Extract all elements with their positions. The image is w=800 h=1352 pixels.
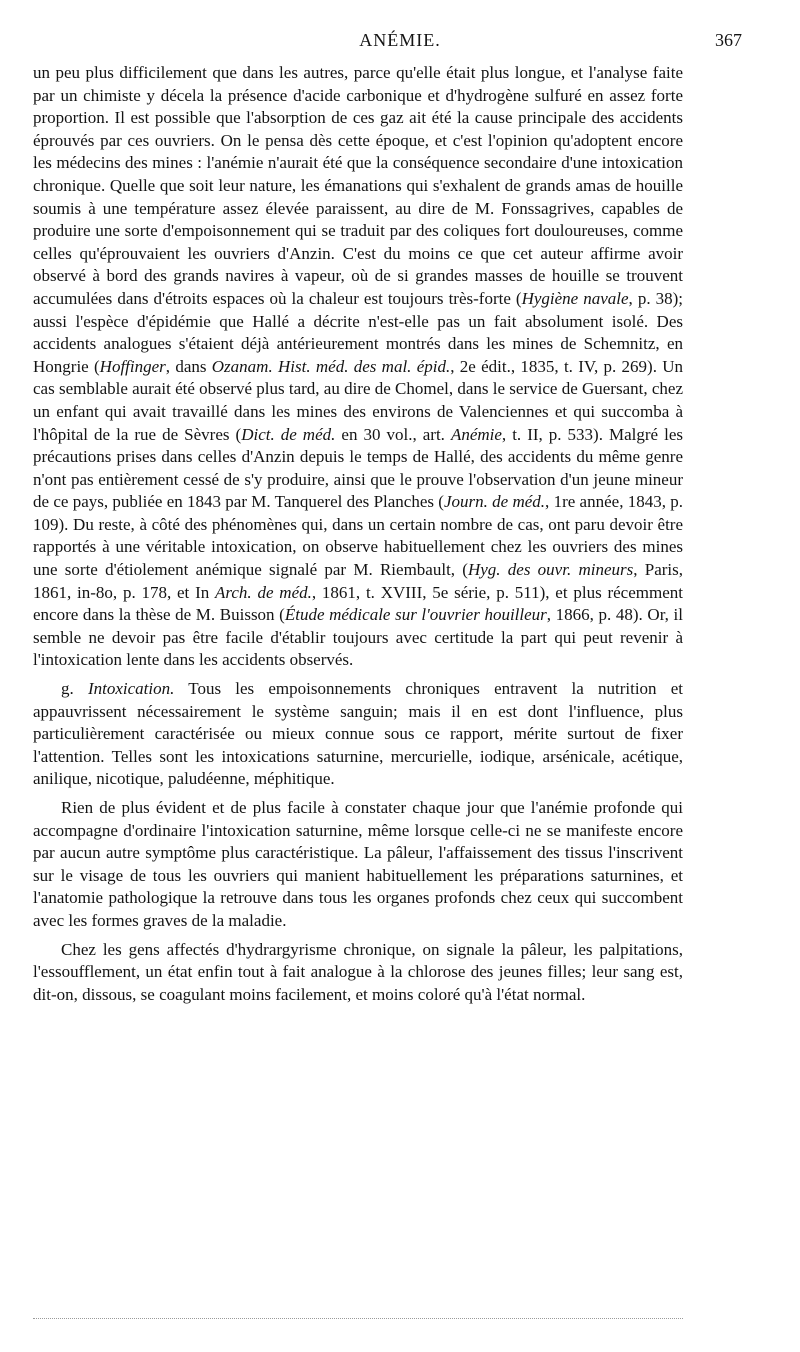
paragraph-hydrargyrisme: Chez les gens affectés d'hydrargyrisme chronique, on signale la pâleur, les palpitations, l'essoufflement, un état enfin tout à fait analogue à la chlorose des jeunes filles; leur sang est, dit-on, dissous, se coagulant moins facilement, et moins coloré qu'à l'état normal. — [33, 939, 683, 1004]
citation-title: Dict. de méd. — [241, 424, 336, 444]
citation-title: Étude médicale sur l'ouvrier houilleur — [284, 605, 547, 625]
footer-rule — [33, 1318, 683, 1319]
section-heading: Intoxication. — [87, 679, 175, 699]
citation-title: Journ. de méd. — [443, 492, 546, 512]
citation-title: Arch. de méd. — [215, 582, 312, 602]
paragraph-mining-accidents: un peu plus difficilement que dans les autres, parce qu'elle était plus longue, et l'analyse faite par un chimiste y décela la présence d'acide carbonique et d'hydrogène sulfuré en assez forte proportion. Il est possible que l'absorption de ces gaz ait été la cause principale des accidents éprouvés par ces ouvriers. On le pensa dès cette époque, et c'est l'opinion qu'adoptent encore les médecins des mines : l'anémie n'aurait été que la conséquence secondaire d'une intoxication chronique. Quelle que soit leur nature, les émanations qui s'exhalent de grands amas de houille soumis à une température assez élevée paraissent, au dire de M. Fonssagrives, capables de produire une sorte d'empoisonnement qui se traduit par des coliques fort douloureuses, comme celles qu'éprouvaient les ouvriers d'Anzin. C'est du moins ce que cet auteur affirme avoir observé à bord des grands navires à vapeur, où de si grandes masses de houille se trouvent accumulées dans d'étroits espaces où la chaleur est toujours très-forte (Hygiène navale, p. 38); aussi l'espèce d'épidémie que Hallé a décrite n'est-elle pas un fait absolument isolé. Des accidents analogues s'étaient déjà antérieurement montrés dans les mines de Schemnitz, en Hongrie (Hoffinger, dans Ozanam. Hist. méd. des mal. épid., 2e édit., 1835, t. IV, p. 269). Un cas semblable aurait été observé plus tard, au dire de Chomel, dans le service de Guersant, chez un enfant qui avait travaillé dans les mines des environs de Valenciennes et qui succomba à l'hôpital de la rue de Sèvres (Dict. de méd. en 30 vol., art. Anémie, t. II, p. 533). Malgré les précautions prises dans celles d'Anzin depuis le temps de Hallé, des accidents du même genre n'ont pas entièrement cessé de s'y produire, ainsi que le prouve l'observation d'un jeune mineur de ce pays, publiée en 1843 par M. Tanquerel des Planches (Journ. de méd., 1re année, 1843, p. 109). Du reste, à côté des phénomènes qui, dans un certain nombre de cas, ont paru devoir être rapportés à une véritable intoxication, on observe habituellement chez les ouvriers des mines une sorte d'étiolement anémique signalé par M. Riembault, (Hyg. des ouvr. mineurs, Paris, 1861, in-8o, p. 178, et In Arch. de méd., 1861, t. XVIII, 5e série, p. 511), et plus récemment encore dans la thèse de M. Buisson (Étude médicale sur l'ouvrier houilleur, 1866, p. 48). Or, il semble ne devoir pas être facile d'établir toujours avec certitude la part qui peut revenir à l'intoxication lente dans les accidents observés. — [33, 63, 684, 670]
paragraph-saturnine: Rien de plus évident et de plus facile à constater chaque jour que l'anémie profonde qui accompagne d'ordinaire l'intoxication saturnine, même lorsque celle-ci ne se manifeste encore par aucun autre symptôme plus caractéristique. La pâleur, l'affaissement des tissus l'inscrivent sur le visage de tous les ouvriers qui manient habituellement les préparations saturnines, et l'anatomie pathologique la retrouve dans tous les organes profonds chez ceux qui succombent avec les formes graves de la maladie. — [33, 798, 683, 930]
citation-title: Hyg. des ouvr. mineurs — [467, 560, 634, 580]
citation-title: Anémie — [450, 424, 502, 444]
citation-title: Hygiène navale — [521, 288, 629, 308]
paragraph-intoxication: g. Intoxication. Tous les empoisonnements chroniques entravent la nutrition et appauvrissent nécessairement le système sanguin; mais il en est dont l'influence, plus particulièrement caractérisée ou mieux connue sous ce rapport, mérite surtout de fixer l'attention. Telles sont les intoxications saturnine, mercurielle, iodique, arsénicale, acétique, anilique, nicotique, paludéenne, méphitique. — [33, 679, 684, 789]
running-title: ANÉMIE. — [359, 30, 441, 50]
page-number: 367 — [715, 30, 742, 50]
citation-title: Ozanam. Hist. méd. des mal. épid. — [211, 356, 451, 376]
body-text — [33, 62, 683, 1012]
citation-author: Hoffinger — [99, 356, 166, 376]
